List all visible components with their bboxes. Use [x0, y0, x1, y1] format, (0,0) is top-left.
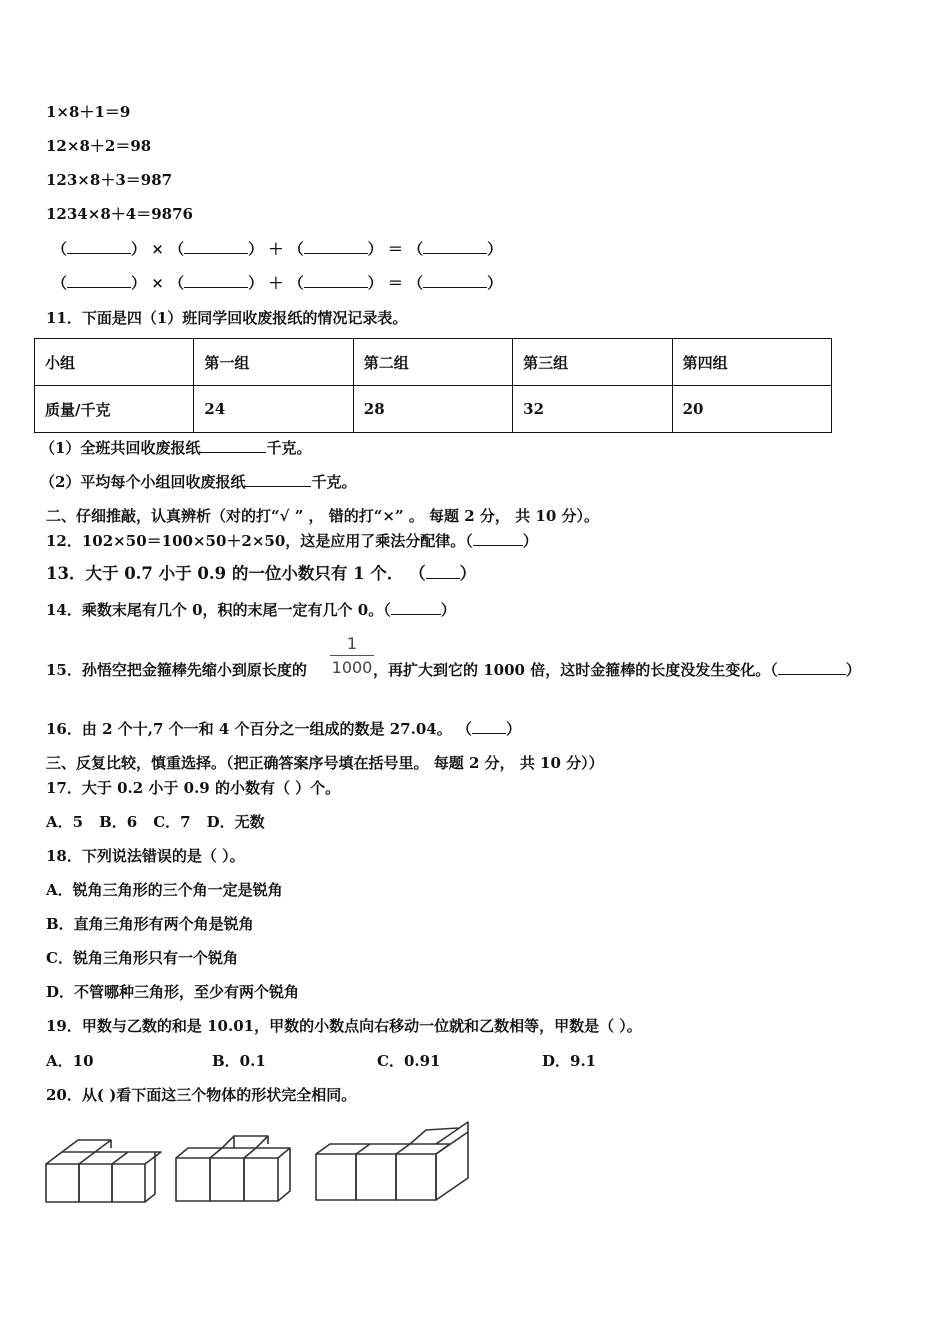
q11-title: 11．下面是四（1）班同学回收废报纸的情况记录表。 — [46, 309, 408, 327]
blank-equation-2: （ ） × （ ） ＋ （ ） ＝ （ ） — [52, 274, 503, 292]
answer-blank[interactable] — [67, 239, 131, 254]
cube-figure-1 — [46, 1140, 161, 1202]
fraction — [330, 634, 374, 677]
q11-sub1: （1）全班共回收废报纸 千克。 — [40, 439, 312, 457]
table-cell: 24 — [194, 386, 353, 433]
answer-blank[interactable] — [245, 472, 311, 487]
answer-blank[interactable] — [472, 719, 506, 734]
answer-blank[interactable] — [67, 273, 131, 288]
cube-figure-3 — [316, 1122, 468, 1200]
blank-equation-1: （ ） × （ ） ＋ （ ） ＝ （ ） — [52, 240, 503, 258]
table-cell: 第三组 — [513, 339, 672, 386]
table-row — [35, 339, 832, 386]
q14: 14．乘数末尾有几个 0，积的末尾一定有几个 0。（ ） — [46, 601, 456, 619]
q18-option-c[interactable]: C．锐角三角形只有一个锐角 — [46, 949, 238, 967]
table-cell: 小组 — [35, 339, 194, 386]
fraction-bar — [330, 655, 374, 656]
pattern-line-3: 123×8＋3＝987 — [46, 171, 173, 189]
answer-blank[interactable] — [200, 438, 266, 453]
answer-blank[interactable] — [778, 660, 846, 675]
answer-blank[interactable] — [423, 273, 487, 288]
answer-blank[interactable] — [184, 273, 248, 288]
q18-option-b[interactable]: B．直角三角形有两个角是锐角 — [46, 915, 254, 933]
table-cell: 28 — [353, 386, 512, 433]
q17: 17．大于 0.2 小于 0.9 的小数有（ ）个。 — [46, 779, 341, 797]
q19-option-b[interactable]: B．0.1 — [212, 1052, 266, 1070]
q18-option-a[interactable]: A．锐角三角形的三个角一定是锐角 — [46, 881, 283, 899]
option-a[interactable]: A．5 — [46, 813, 84, 831]
q19-option-d[interactable]: D．9.1 — [542, 1052, 597, 1070]
answer-blank[interactable] — [391, 600, 441, 615]
option-d[interactable]: D．无数 — [206, 813, 265, 831]
table-cell: 32 — [513, 386, 672, 433]
q19-option-c[interactable]: C．0.91 — [377, 1052, 441, 1070]
answer-blank[interactable] — [304, 273, 368, 288]
section-2-heading: 二、仔细推敲，认真辨析（对的打“√ ” ， 错的打“×” 。 每题 2 分， 共 10 分）。 — [46, 507, 599, 525]
table-cell: 第二组 — [353, 339, 512, 386]
q19-option-a[interactable]: A．10 — [46, 1052, 94, 1070]
q19: 19．甲数与乙数的和是 10.01，甲数的小数点向右移动一位就和乙数相等，甲数是（ ）。 — [46, 1017, 642, 1035]
section-3-heading: 三、反复比较，慎重选择。（把正确答案序号填在括号里。 每题 2 分， 共 10 分）） — [46, 754, 604, 772]
q15-post: ，再扩大到它的 1000 倍，这时金箍棒的长度没发生变化。（ ） — [373, 661, 861, 679]
option-b[interactable]: B．6 — [99, 813, 138, 831]
pattern-line-2: 12×8＋2＝98 — [46, 137, 152, 155]
table-cell: 质量/千克 — [35, 386, 194, 433]
q13: 13．大于 0.7 小于 0.9 的一位小数只有 1 个． （ ） — [46, 564, 477, 583]
table-cell: 第四组 — [672, 339, 831, 386]
pattern-line-4: 1234×8＋4＝9876 — [46, 205, 193, 223]
fraction-numerator: 1 — [346, 634, 358, 653]
cube-figure-2 — [176, 1136, 290, 1201]
q15-pre: 15．孙悟空把金箍棒先缩小到原长度的 — [46, 661, 307, 679]
q12: 12．102×50＝100×50＋2×50，这是应用了乘法分配律。（ ） — [46, 532, 538, 550]
option-c[interactable]: C．7 — [153, 813, 191, 831]
table-row — [35, 386, 832, 433]
answer-blank[interactable] — [473, 531, 523, 546]
answer-blank[interactable] — [423, 239, 487, 254]
q20: 20．从( )看下面这三个物体的形状完全相同。 — [46, 1086, 357, 1104]
q16: 16．由 2 个十,7 个一和 4 个百分之一组成的数是 27.04。 （ ） — [46, 720, 521, 738]
q11-sub2: （2）平均每个小组回收废报纸 千克。 — [40, 473, 357, 491]
q18-option-d[interactable]: D．不管哪种三角形，至少有两个锐角 — [46, 983, 300, 1001]
cube-figures — [40, 1118, 480, 1214]
q17-options — [46, 812, 265, 832]
answer-blank[interactable] — [304, 239, 368, 254]
table-cell: 20 — [672, 386, 831, 433]
q18: 18．下列说法错误的是（ ）。 — [46, 847, 245, 865]
fraction-denominator: 1000 — [331, 658, 373, 677]
answer-blank[interactable] — [184, 239, 248, 254]
table-cell: 第一组 — [194, 339, 353, 386]
pattern-line-1: 1×8＋1＝9 — [46, 103, 131, 121]
answer-blank[interactable] — [426, 564, 460, 579]
recycling-table — [34, 338, 832, 433]
